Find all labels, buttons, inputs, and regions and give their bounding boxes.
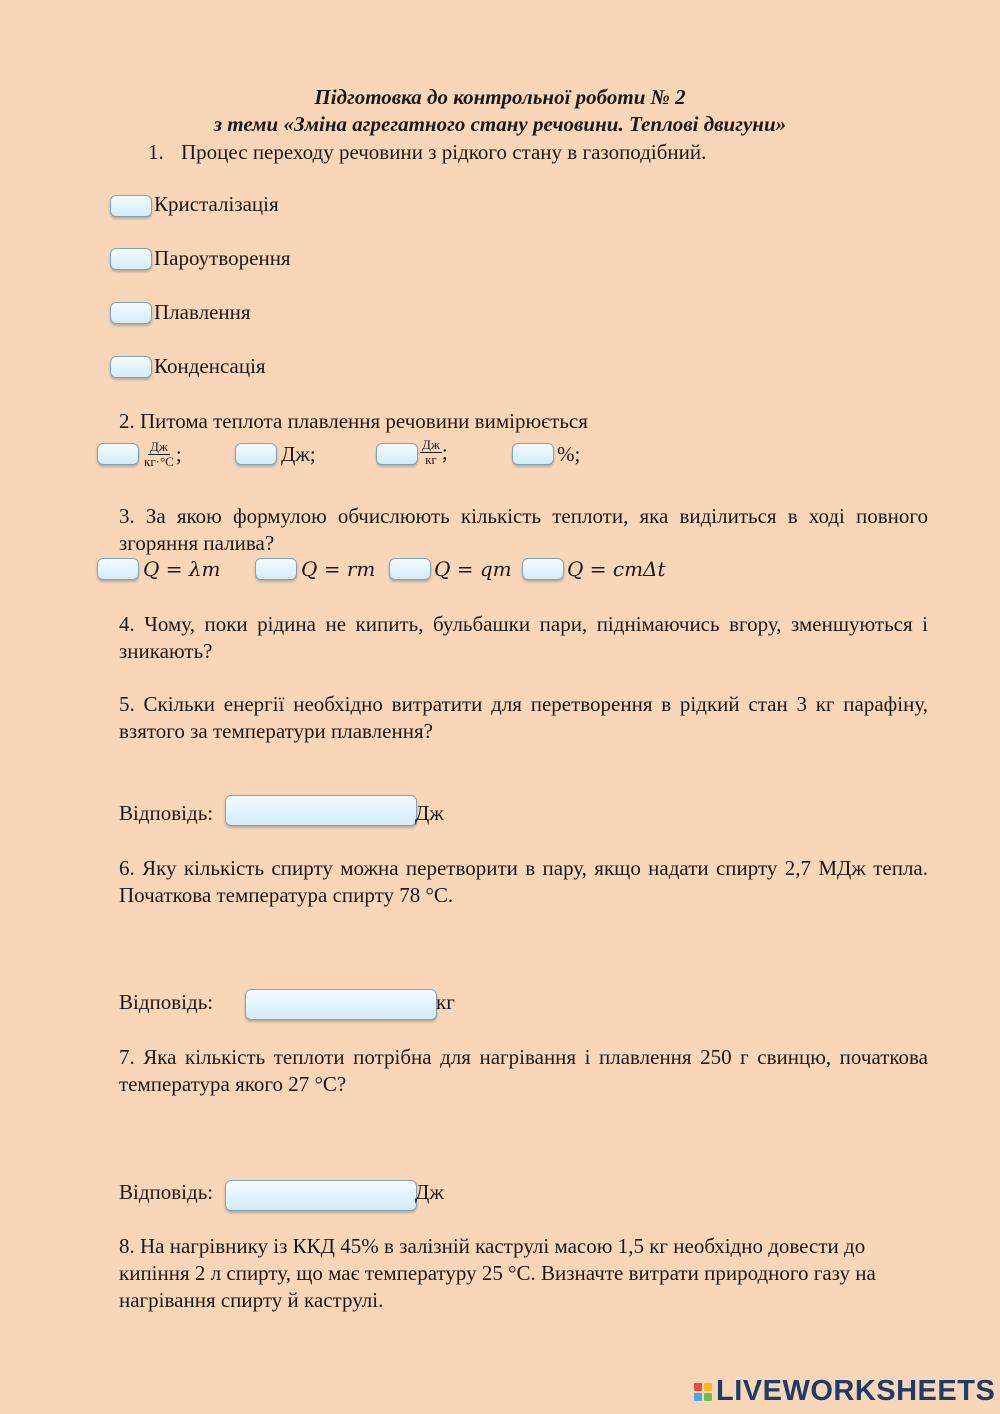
q2-option-1-denominator: кг·°С bbox=[144, 453, 174, 469]
q5-answer-input[interactable] bbox=[225, 795, 417, 826]
liveworksheets-logo-text: LIVEWORKSHEETS bbox=[716, 1375, 996, 1407]
q2-option-3-label bbox=[420, 432, 448, 472]
q7-answer-input[interactable] bbox=[225, 1180, 417, 1211]
q2-option-3-fraction bbox=[420, 438, 442, 467]
q1-option-1-label: Кристалізація bbox=[154, 192, 279, 216]
q2-option-1-suffix: ; bbox=[175, 441, 182, 466]
q1-option-3-checkbox[interactable] bbox=[110, 302, 152, 324]
q2-option-3-numerator: Дж bbox=[422, 436, 440, 452]
q2-option-4-checkbox[interactable] bbox=[512, 443, 554, 465]
q5-answer-unit: Дж bbox=[415, 801, 444, 825]
q3-option-3-formula: Q = qm bbox=[434, 557, 512, 581]
q2-option-2-label: Дж; bbox=[281, 442, 316, 466]
q3-option-1-formula: Q = λm bbox=[143, 557, 221, 581]
q3-option-2-formula: Q = rm bbox=[301, 557, 376, 581]
q2-option-1-label bbox=[142, 434, 182, 474]
q7-answer-unit: Дж bbox=[415, 1180, 444, 1204]
q1-option-4-label: Конденсація bbox=[154, 354, 266, 378]
q1-option-2-label: Пароутворення bbox=[154, 246, 291, 270]
q1-number: 1. bbox=[148, 140, 164, 164]
q1-option-4-checkbox[interactable] bbox=[110, 356, 152, 378]
q1-text: Процес переходу речовини з рідкого стану в газоподібний. bbox=[181, 140, 707, 164]
q2-option-3-suffix: ; bbox=[441, 439, 448, 464]
q2-option-2-checkbox[interactable] bbox=[235, 443, 277, 465]
title-line-1: Підготовка до контрольної роботи № 2 bbox=[314, 85, 686, 109]
q2-option-3-checkbox[interactable] bbox=[376, 443, 418, 465]
q6-answer-label: Відповідь: bbox=[119, 990, 214, 1014]
q2-option-1-fraction bbox=[142, 440, 176, 469]
q5-answer-label: Відповідь: bbox=[119, 801, 214, 825]
q2-option-3-denominator: кг bbox=[425, 451, 437, 467]
q6-answer-unit: кг bbox=[436, 990, 455, 1014]
q1-option-3-label: Плавлення bbox=[154, 300, 251, 324]
q2-option-1-checkbox[interactable] bbox=[97, 443, 139, 465]
q3-option-3-checkbox[interactable] bbox=[389, 558, 431, 580]
q6-answer-input[interactable] bbox=[245, 989, 437, 1020]
q1-option-1-checkbox[interactable] bbox=[110, 195, 152, 217]
q8-text: 8. На нагрівнику із ККД 45% в залізній каструлі масою 1,5 кг необхідно довести до кипіння 2 л спирту, що має температуру 25 °С. Визначте витрати природного газу на нагрівання спирту й каструлі. bbox=[119, 1234, 876, 1312]
q7-text: 7. Яка кількість теплоти потрібна для нагрівання і плавлення 250 г свинцю, початкова температура якого 27 °С? bbox=[119, 1045, 928, 1096]
liveworksheets-logo bbox=[694, 1375, 995, 1408]
q3-option-4-checkbox[interactable] bbox=[522, 558, 564, 580]
q2-option-1-numerator: Дж bbox=[150, 438, 168, 454]
q6-text: 6. Яку кількість спирту можна перетворити в пару, якщо надати спирту 2,7 МДж тепла. Початкова температура спирту 78 °С. bbox=[119, 856, 928, 907]
title-line-2: з теми «Зміна агрегатного стану речовини. Теплові двигуни» bbox=[213, 112, 787, 136]
q3-option-1-checkbox[interactable] bbox=[97, 558, 139, 580]
q4-text: 4. Чому, поки рідина не кипить, бульбашки пари, піднімаючись вгору, зменшуються і зникають? bbox=[119, 612, 928, 663]
q2-text: 2. Питома теплота плавлення речовини вимірюється bbox=[119, 409, 588, 433]
q3-text: 3. За якою формулою обчислюють кількість теплоти, яка виділиться в ході повного згоряння палива? bbox=[119, 504, 928, 555]
q7-answer-label: Відповідь: bbox=[119, 1180, 214, 1204]
q2-option-4-label: %; bbox=[557, 442, 581, 466]
liveworksheets-logo-icon bbox=[694, 1383, 712, 1401]
q3-option-4-formula: Q = cmΔt bbox=[567, 557, 666, 581]
q1-option-2-checkbox[interactable] bbox=[110, 248, 152, 270]
q5-text: 5. Скільки енергії необхідно витратити для перетворення в рідкий стан 3 кг парафіну, взятого за температури плавлення? bbox=[119, 692, 928, 743]
q3-option-2-checkbox[interactable] bbox=[255, 558, 297, 580]
